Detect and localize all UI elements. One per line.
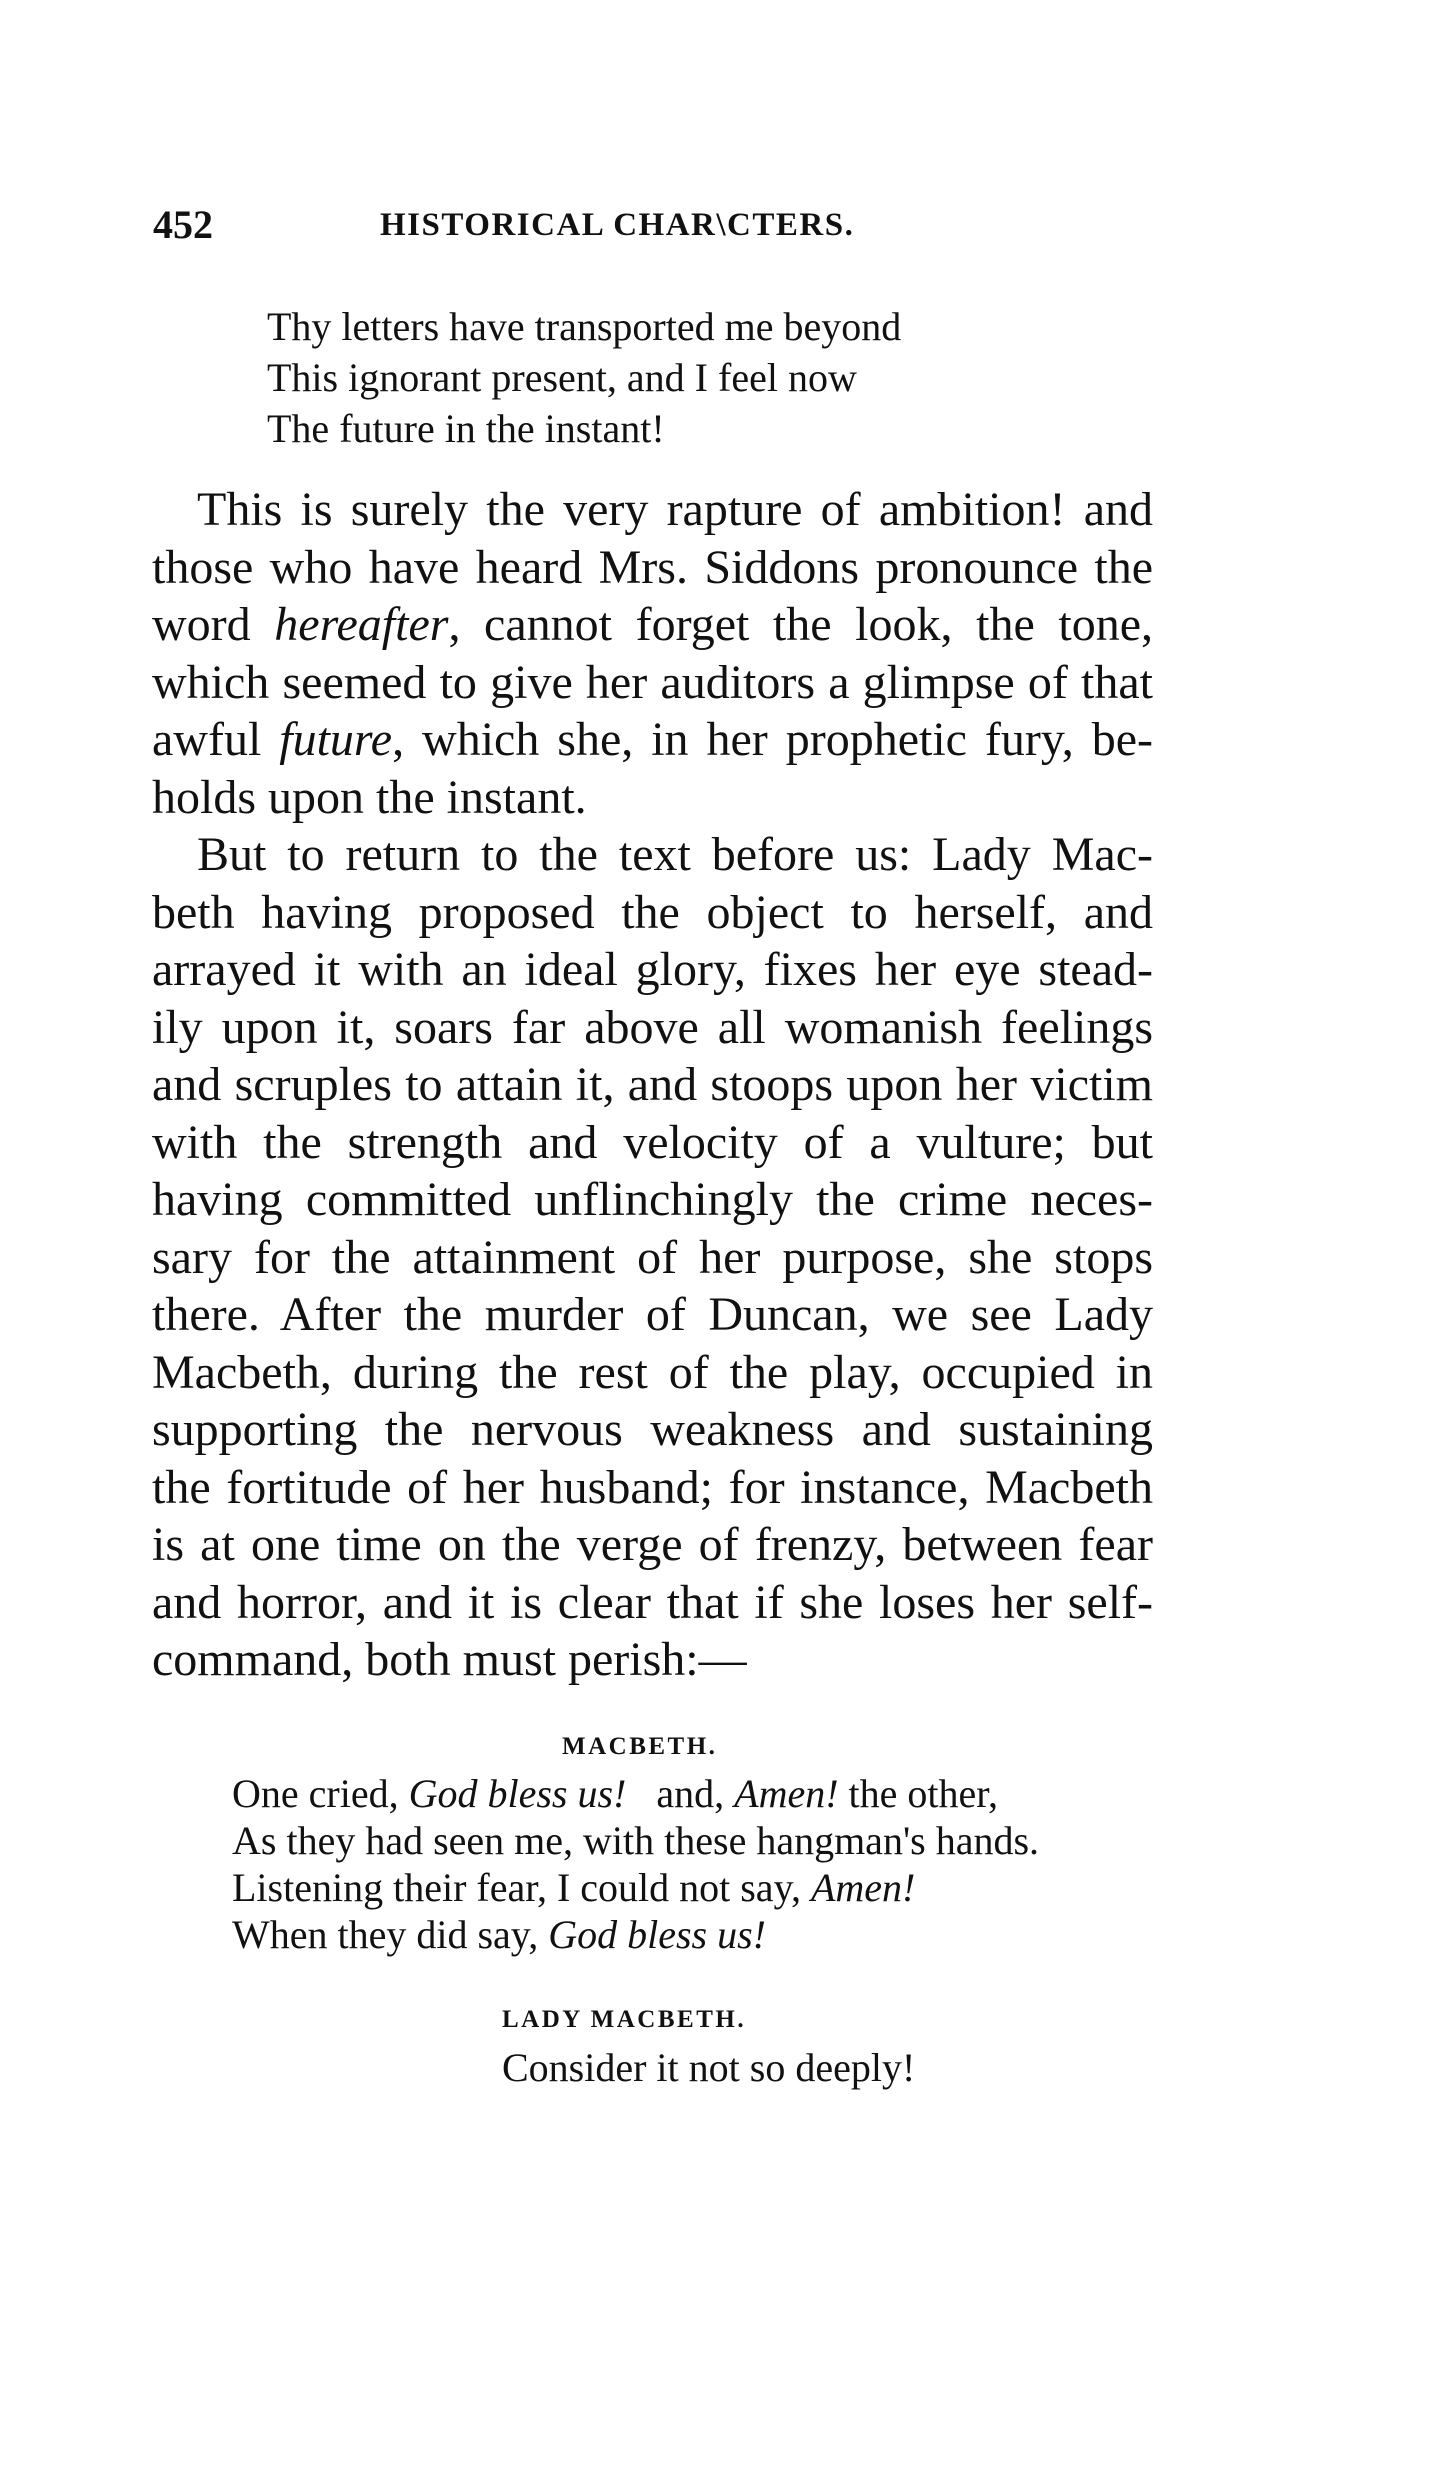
text-segment: word [152, 598, 275, 651]
text-line [152, 884, 1153, 942]
speech-macbeth [232, 1770, 1039, 1958]
italic-text: future [279, 713, 393, 766]
speaker-label-macbeth: MACBETH. [562, 1733, 718, 1760]
verse-line [502, 2044, 915, 2091]
text-line [152, 826, 1153, 884]
text-segment: This is surely the very rapture of ambition! and [197, 483, 1153, 536]
text-segment: Macbeth, during the rest of the play, occupied in [152, 1345, 1153, 1399]
text-segment: , cannot forget the look, the tone, [448, 598, 1153, 651]
running-head: HISTORICAL CHAR\CTERS. [380, 207, 855, 243]
text-line [152, 481, 1153, 539]
text-line [152, 1574, 1153, 1632]
paragraph [152, 481, 1153, 826]
italic-text: Amen! [810, 1865, 916, 1910]
verse-line [232, 1770, 1039, 1817]
text-segment: Consider it not so deeply! [502, 2045, 916, 2090]
verse-line [232, 1817, 1039, 1864]
text-segment: As they had seen me, with these hangman's hands. [232, 1818, 1040, 1863]
text-segment: supporting the nervous weakness and sustaining [152, 1403, 1153, 1456]
text-line [152, 1229, 1153, 1287]
verse-line [232, 1864, 1039, 1911]
text-line [152, 1401, 1153, 1459]
page-number: 452 [153, 202, 213, 247]
text-line [152, 999, 1153, 1057]
verse-line [267, 403, 901, 454]
text-segment: sary for the attainment of her purpose, she stops [152, 1230, 1153, 1284]
text-segment: The future in the instant! [267, 406, 665, 451]
text-line [152, 1631, 1153, 1689]
text-segment: beth having proposed the object to herself, and [152, 885, 1153, 939]
text-segment: Thy letters have transported me beyond [267, 304, 902, 349]
text-segment: the other, [838, 1771, 998, 1816]
paragraph [152, 826, 1153, 1689]
body-text [152, 481, 1153, 1689]
italic-text: God bless us! [548, 1912, 766, 1957]
text-segment: with the strength and velocity of a vulture; but [152, 1115, 1153, 1169]
speaker-label-lady-macbeth: LADY MACBETH. [502, 2006, 747, 2033]
text-line [152, 941, 1153, 999]
text-segment: which seemed to give her auditors a glimpse of that [152, 655, 1153, 709]
text-segment: there. After the murder of Duncan, we see Lady [152, 1288, 1153, 1341]
text-segment: arrayed it with an ideal glory, fixes her eye stead- [152, 943, 1153, 996]
text-line [152, 1056, 1153, 1114]
text-line [152, 769, 1153, 827]
italic-text: Amen! [734, 1771, 839, 1816]
text-segment: This ignorant present, and I feel now [267, 355, 857, 400]
text-line [152, 1516, 1153, 1574]
text-segment: , which she, in her prophetic fury, be- [392, 713, 1153, 766]
text-line [152, 1459, 1153, 1517]
text-line [152, 1344, 1153, 1402]
verse-line [232, 1911, 1039, 1958]
epigraph-verse [267, 301, 901, 454]
text-line [152, 654, 1153, 712]
text-segment: having committed unflinchingly the crime neces- [152, 1173, 1153, 1226]
text-segment: command, both must perish:— [152, 1633, 747, 1686]
text-segment: those who have heard Mrs. Siddons pronounce the [152, 540, 1153, 594]
text-line [152, 711, 1153, 769]
text-segment: One cried, [232, 1771, 409, 1816]
text-line [152, 539, 1153, 597]
verse-line [267, 352, 901, 403]
text-line [152, 1286, 1153, 1344]
text-segment: awful [152, 713, 280, 766]
italic-text: God bless us! [408, 1771, 627, 1816]
italic-text: hereafter [274, 598, 449, 651]
text-segment: and horror, and it is clear that if she loses her self- [152, 1575, 1153, 1629]
speech-lady-macbeth [502, 2044, 915, 2091]
text-segment: the fortitude of her husband; for instance, Macbeth [152, 1460, 1153, 1514]
text-segment: But to return to the text before us: Lady Mac- [197, 828, 1153, 881]
text-segment: and, [626, 1771, 735, 1816]
text-segment: holds upon the instant. [152, 770, 587, 824]
text-segment: When they did say, [232, 1912, 549, 1957]
text-segment: Listening their fear, I could not say, [232, 1865, 811, 1910]
text-segment: and scruples to attain it, and stoops upon her victim [152, 1058, 1153, 1111]
text-line [152, 1171, 1153, 1229]
text-line [152, 596, 1153, 654]
text-line [152, 1114, 1153, 1172]
text-segment: is at one time on the verge of frenzy, between fear [152, 1518, 1153, 1571]
verse-line [267, 301, 901, 352]
text-segment: ily upon it, soars far above all womanish feelings [152, 1000, 1153, 1054]
